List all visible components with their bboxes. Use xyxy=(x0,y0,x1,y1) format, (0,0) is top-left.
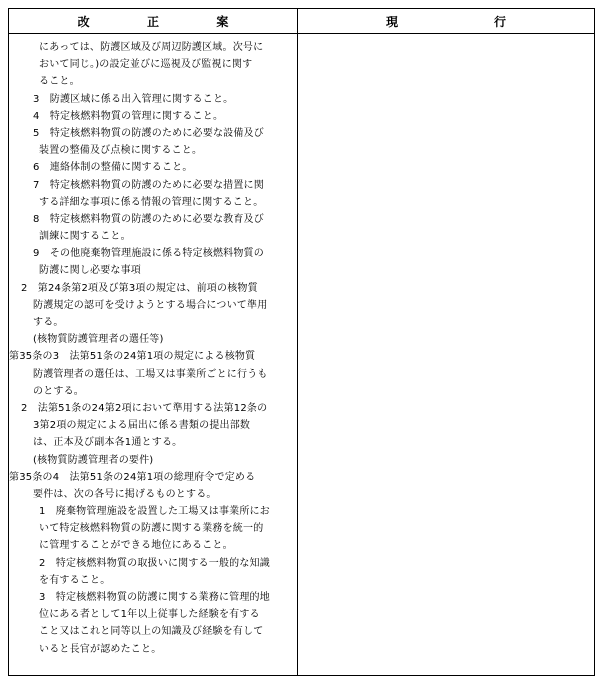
text-line: する。 xyxy=(33,317,64,328)
text-line: 第35条の4 法第51条の24第1項の総理府令で定める xyxy=(9,471,256,483)
text-line: 3 防護区域に係る出入管理に関すること。 xyxy=(33,93,234,105)
header-proposed-char: 案 xyxy=(216,14,229,29)
text-line: こと又はこれと同等以上の知識及び経験を有して xyxy=(39,626,264,638)
text-line: する詳細な事項に係る情報の管理に関すること。 xyxy=(39,196,264,208)
text-line: ること。 xyxy=(39,76,80,88)
text-line: を有すること。 xyxy=(39,574,111,586)
text-line: 装置の整備及び点検に関すること。 xyxy=(39,145,203,157)
text-line: 5 特定核燃料物質の防護のために必要な設備及び xyxy=(33,127,264,139)
text-line: 9 その他廃棄物管理施設に係る特定核燃料物質の xyxy=(33,248,264,260)
text-line: 4 特定核燃料物質の管理に関すること。 xyxy=(33,110,224,122)
text-line: 2 法第51条の24第2項において準用する法第12条の xyxy=(21,402,268,414)
text-line: おいて同じ。)の設定並びに巡視及び監視に関す xyxy=(39,59,253,71)
current-column xyxy=(298,34,595,676)
text-line: 訓練に関すること。 xyxy=(39,231,131,243)
text-line: にあっては、防護区域及び周辺防護区域。次号に xyxy=(39,42,264,53)
text-line: 防護規定の認可を受けようとする場合について準用 xyxy=(33,299,268,311)
text-line: 位にある者として1年以上従事した経験を有する xyxy=(39,609,260,621)
header-proposed xyxy=(9,9,298,34)
text-line: 防護管理者の選任は、工場又は事業所ごとに行うも xyxy=(33,368,268,380)
comparison-table xyxy=(8,8,595,676)
text-line: 1 廃棄物管理施設を設置した工場又は事業所にお xyxy=(39,506,270,518)
text-line: のとする。 xyxy=(33,385,84,397)
text-line: 3 特定核燃料物質の防護に関する業務に管理的地 xyxy=(39,592,270,603)
text-line: 8 特定核燃料物質の防護のために必要な教育及び xyxy=(33,213,264,225)
text-line: 要件は、次の各号に掲げるものとする。 xyxy=(33,488,217,500)
text-line: いると長官が認めたこと。 xyxy=(39,643,162,655)
text-line: 第35条の3 法第51条の24第1項の規定による核物質 xyxy=(9,351,256,363)
header-proposed-char: 改 xyxy=(77,14,90,29)
text-line: 3第2項の規定による届出に係る書類の提出部数 xyxy=(33,420,251,432)
text-line: 防護に関し必要な事項 xyxy=(39,265,141,277)
text-line: 2 第24条第2項及び第3項の規定は、前項の核物質 xyxy=(21,282,258,294)
text-line: (核物質防護管理者の要件) xyxy=(33,454,154,466)
text-line: いて特定核燃料物質の防護に関する業務を統一的 xyxy=(39,523,264,535)
text-line: (核物質防護管理者の選任等) xyxy=(33,334,164,346)
text-line: に管理することができる地位にあること。 xyxy=(39,540,233,552)
header-proposed-char: 正 xyxy=(146,14,159,29)
header-current-char: 行 xyxy=(493,14,506,29)
text-line: 7 特定核燃料物質の防護のために必要な措置に関 xyxy=(33,179,264,191)
text-line: は、正本及び副本各1通とする。 xyxy=(33,437,183,449)
header-current xyxy=(298,9,595,34)
proposed-column xyxy=(9,34,298,676)
header-current-char: 現 xyxy=(385,14,398,29)
text-line: 6 連絡体制の整備に関すること。 xyxy=(33,162,193,174)
text-line: 2 特定核燃料物質の取扱いに関する一般的な知識 xyxy=(39,557,270,569)
